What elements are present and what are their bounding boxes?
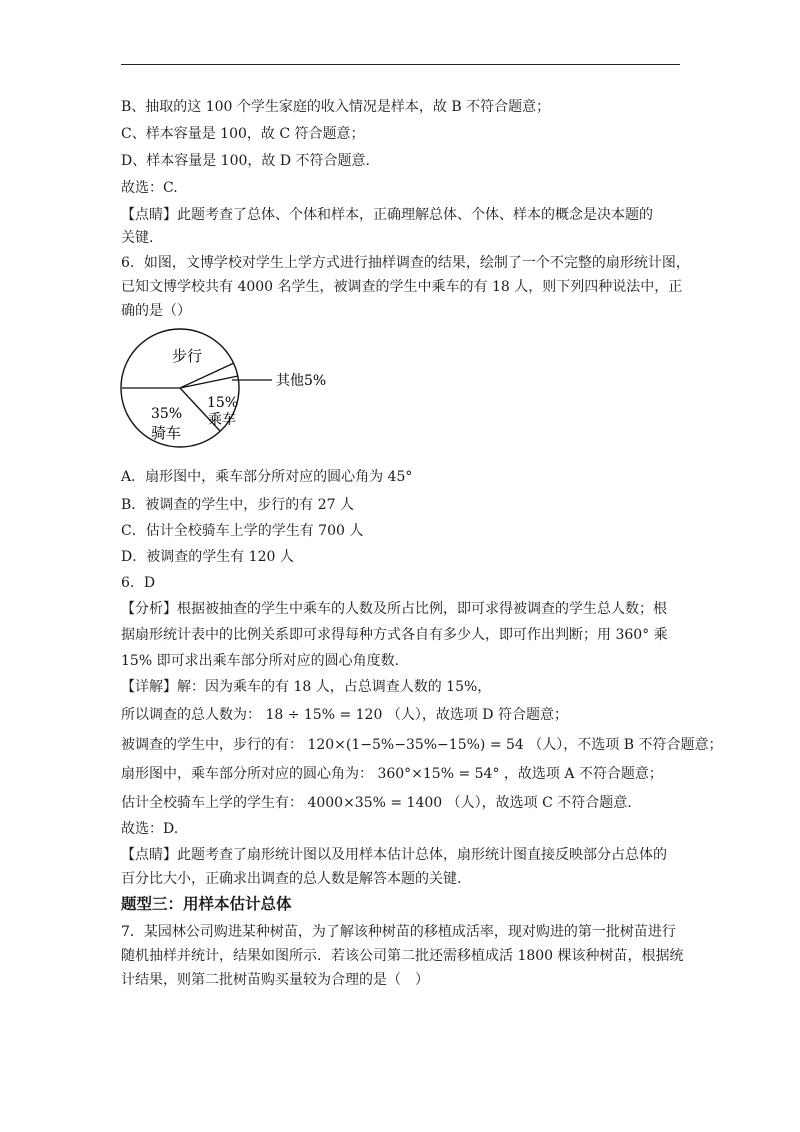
detail-line6: 故选：D. — [121, 821, 179, 837]
detail-line2: 所以调查的总人数为： 18 ÷ 15% = 120 （人），故选项 D 符合题意； — [121, 707, 568, 723]
question-7-line2: 随机抽样并统计，结果如图所示．若该公司第二批还需移植成活 1800 棵该种树苗，根据统 — [121, 948, 684, 964]
analysis-line3: 15% 即可求出乘车部分所对应的圆心角度数. — [121, 653, 400, 669]
detail-line5: 估计全校骑车上学的学生有： 4000×35% = 1400 （人），故选项 C 不符合题意. — [121, 795, 632, 811]
question-6-line3: 确的是（） — [121, 303, 191, 319]
slice-value-other: 5% — [304, 373, 327, 389]
answer-q5: 故选：C. — [121, 180, 178, 196]
answer-q6: 6．D — [121, 575, 156, 591]
slice-label-other: 其他 — [276, 373, 304, 389]
text-line-b: B、抽取的这 100 个学生家庭的收入情况是样本，故 B 不符合题意； — [121, 99, 551, 115]
analysis-line2: 据扇形统计表中的比例关系即可求得每种方式各自有多少人，即可作出判断；用 360° 乘 — [121, 627, 668, 643]
comment-q5: 【点睛】此题考查了总体、个体和样本，正确理解总体、个体、样本的概念是决本题的 — [121, 207, 653, 223]
comment-q5-cont: 关键. — [121, 230, 154, 246]
slice-label-bus: 乘车 — [208, 412, 236, 428]
analysis-line1: 【分析】根据被抽查的学生中乘车的人数及所占比例，即可求得被调查的学生总人数；根 — [121, 601, 667, 617]
question-7-line3: 计结果，则第二批树苗购买量较为合理的是（ ） — [121, 972, 429, 988]
slice-value-bus: 15% — [207, 395, 239, 411]
question-6-line2: 已知文博学校共有 4000 名学生，被调查的学生中乘车的有 18 人，则下列四种说法中，正 — [121, 279, 683, 295]
comment-q6-line2: 百分比大小，正确求出调查的总人数是解答本题的关键. — [121, 871, 462, 887]
question-6-line1: 6．如图，文博学校对学生上学方式进行抽样调查的结果，绘制了一个不完整的扇形统计图， — [121, 255, 690, 271]
section-heading: 题型三：用样本估计总体 — [121, 894, 292, 913]
option-c: C．估计全校骑车上学的学生有 700 人 — [121, 523, 364, 539]
slice-label-cycle: 骑车 — [151, 424, 182, 442]
question-7-line1: 7．某园林公司购进某种树苗，为了解该种树苗的移植成活率，现对购进的第一批树苗进行 — [121, 924, 676, 940]
detail-line1: 【详解】解：因为乘车的有 18 人，占总调查人数的 15%， — [121, 679, 492, 695]
option-d: D．被调查的学生有 120 人 — [121, 549, 294, 565]
text-line-d: D、样本容量是 100，故 D 不符合题意. — [121, 153, 370, 169]
option-b: B．被调查的学生中，步行的有 27 人 — [121, 497, 355, 513]
comment-q6-line1: 【点睛】此题考查了扇形统计图以及用样本估计总体，扇形统计图直接反映部分占总体的 — [121, 847, 667, 863]
option-a: A．扇形图中，乘车部分所对应的圆心角为 45° — [121, 469, 413, 485]
slice-label-walk: 步行 — [172, 347, 203, 365]
detail-line3: 被调查的学生中，步行的有： 120×(1−5%−35%−15%) = 54 （人），不选项 B 不符合题意； — [121, 737, 723, 753]
text-line-c: C、样本容量是 100，故 C 符合题意； — [121, 126, 365, 142]
pie-chart — [118, 323, 358, 463]
detail-line4: 扇形图中，乘车部分所对应的圆心角为： 360°×15% = 54° ，故选项 A 不符合题意； — [121, 766, 663, 782]
slice-value-cycle: 35% — [151, 406, 183, 422]
header-rule — [121, 64, 680, 65]
